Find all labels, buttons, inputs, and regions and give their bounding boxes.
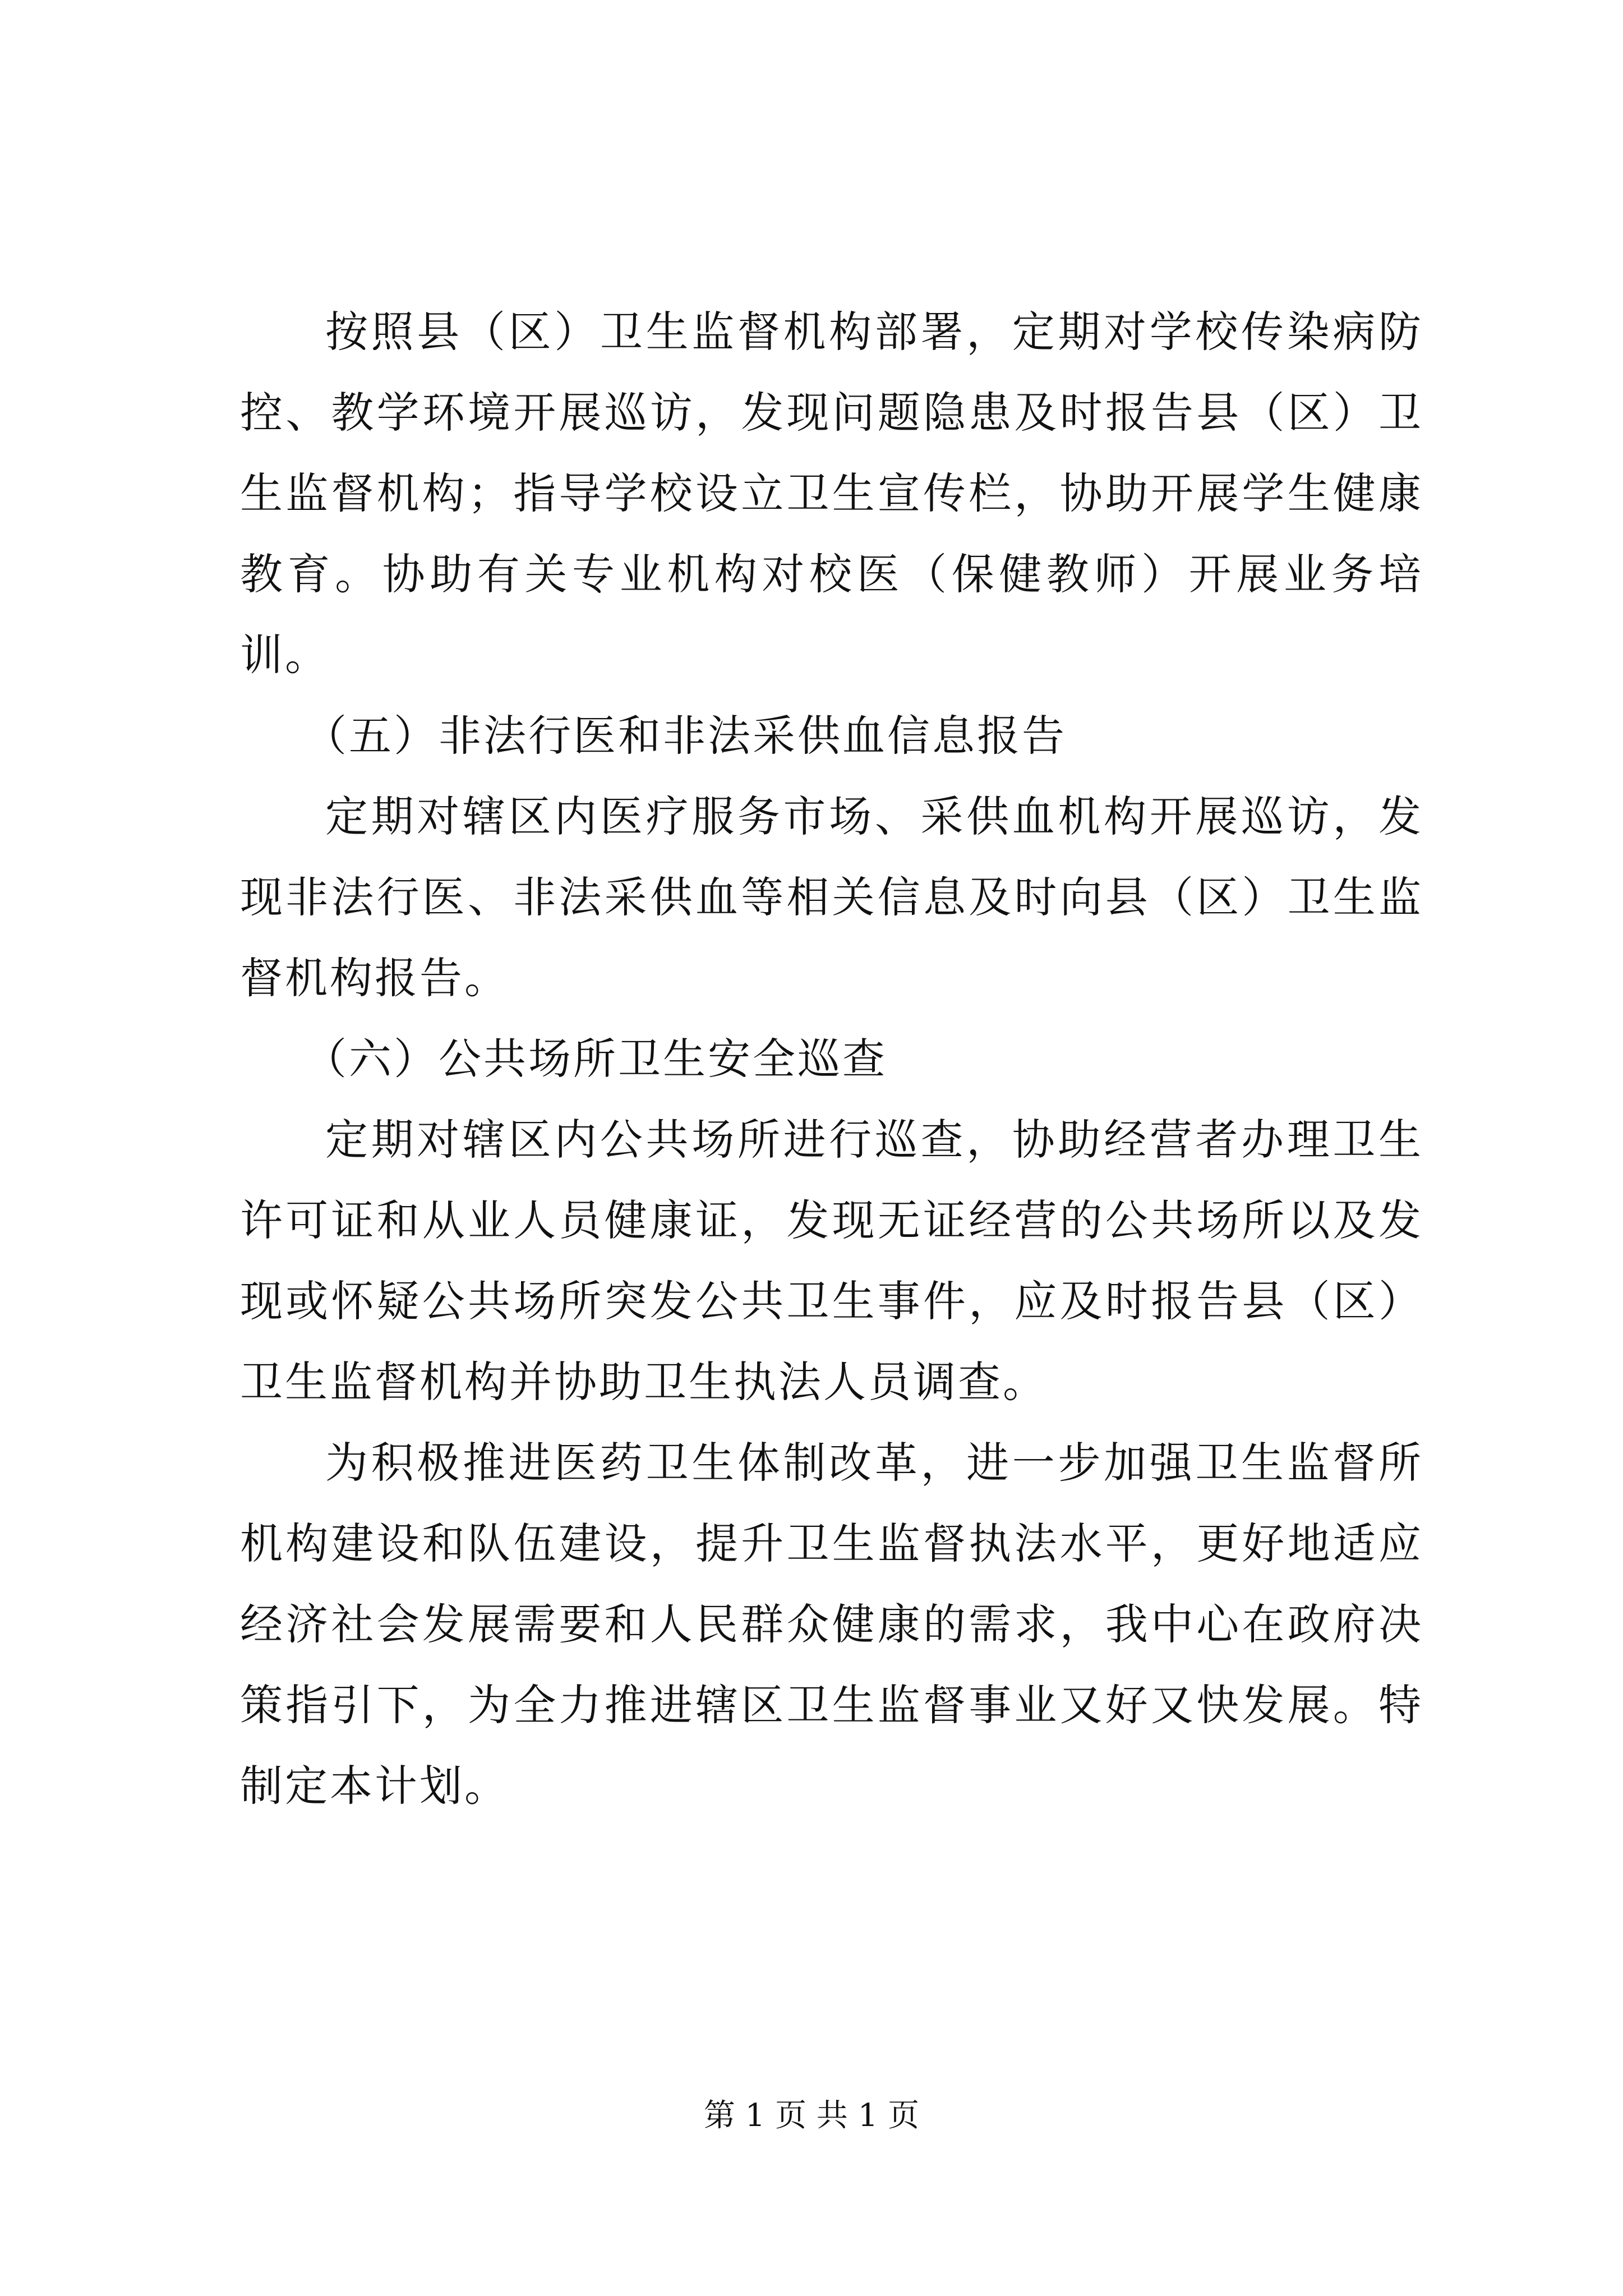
document-body (240, 292, 1423, 1826)
paragraph-school-health: 按照县（区）卫生监督机构部署，定期对学校传染病防控、教学环境开展巡访，发现问题隐患及时报告县（区）卫生监督机构；指导学校设立卫生宣传栏，协助开展学生健康教育。协助有关专业机构对校医（保健教师）开展业务培训。 (240, 307, 1423, 680)
section-heading-6: （六）公共场所卫生安全巡查 (304, 1034, 887, 1084)
paragraph-public-places: 定期对辖区内公共场所进行巡查，协助经营者办理卫生许可证和从业人员健康证，发现无证经营的公共场所以及发现或怀疑公共场所突发公共卫生事件，应及时报告县（区）卫生监督机构并协助卫生执法人员调查。 (240, 1115, 1423, 1407)
section-heading-5: （五）非法行医和非法采供血信息报告 (304, 711, 1067, 761)
paragraph-conclusion: 为积极推进医药卫生体制改革，进一步加强卫生监督所机构建设和队伍建设，提升卫生监督执法水平，更好地适应经济社会发展需要和人民群众健康的需求，我中心在政府决策指引下，为全力推进辖区卫生监督事业又好又快发展。特制定本计划。 (240, 1438, 1423, 1811)
paragraph-illegal-practice: 定期对辖区内医疗服务市场、采供血机构开展巡访，发现非法行医、非法采供血等相关信息及时向县（区）卫生监督机构报告。 (240, 792, 1423, 1003)
page-number-footer: 第 1 页 共 1 页 (703, 2097, 920, 2134)
